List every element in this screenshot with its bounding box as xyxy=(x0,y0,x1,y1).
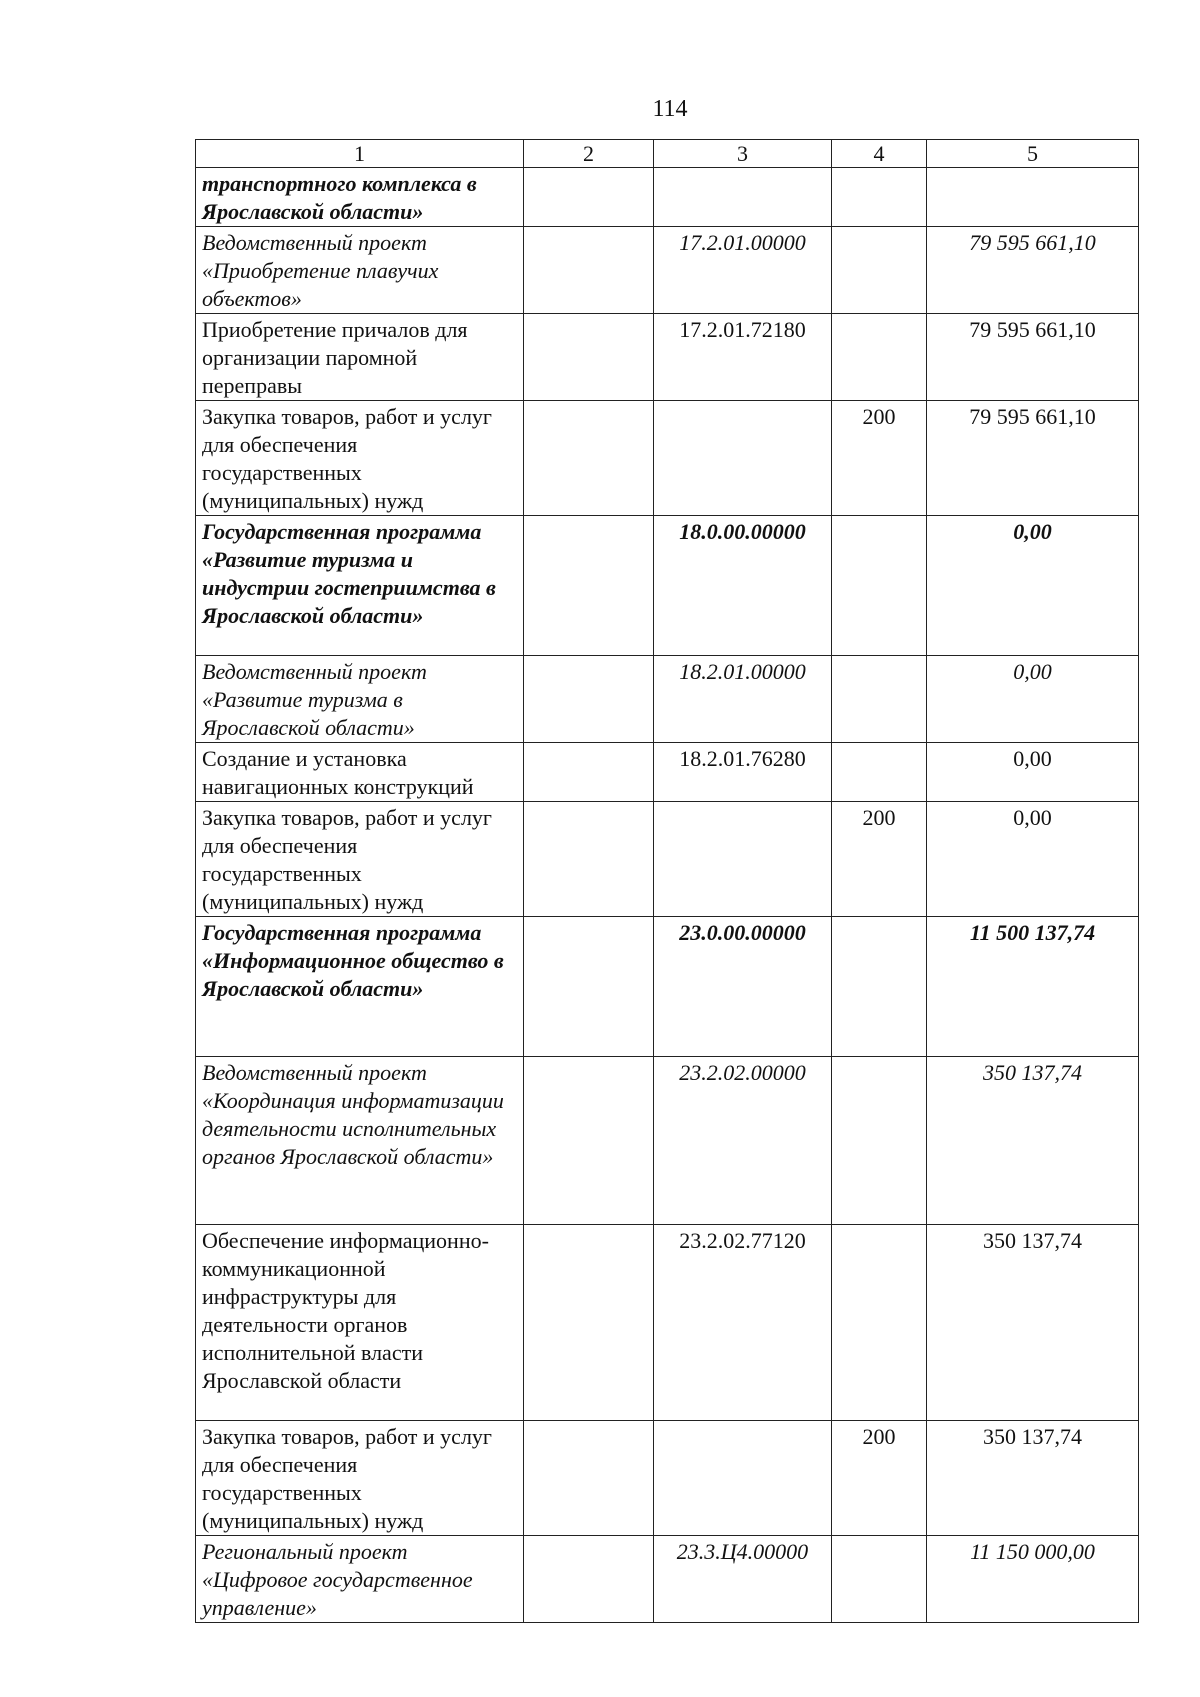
row-type: 200 xyxy=(832,1421,927,1536)
row-amount: 350 137,74 xyxy=(927,1057,1139,1225)
page-number: 114 xyxy=(652,96,688,122)
row-code: 23.3.Ц4.00000 xyxy=(654,1536,832,1623)
row-type: 200 xyxy=(832,401,927,516)
row-code: 18.2.01.00000 xyxy=(654,656,832,743)
row-type xyxy=(832,1225,927,1421)
row-name: Ведомственный проект «Приобретение плавучих объектов» xyxy=(196,227,524,314)
column-header-3: 3 xyxy=(654,140,832,168)
row-name: транспортного комплекса в Ярославской области» xyxy=(196,168,524,227)
row-amount: 0,00 xyxy=(927,516,1139,656)
row-type xyxy=(832,917,927,1057)
row-name: Закупка товаров, работ и услуг для обеспечения государственных (муниципальных) нужд xyxy=(196,401,524,516)
row-amount: 0,00 xyxy=(927,802,1139,917)
row-type xyxy=(832,1536,927,1623)
row-code: 23.0.00.00000 xyxy=(654,917,832,1057)
row-code: 23.2.02.00000 xyxy=(654,1057,832,1225)
row-col2 xyxy=(524,227,654,314)
row-col2 xyxy=(524,656,654,743)
row-type xyxy=(832,656,927,743)
row-name: Государственная программа «Информационное общество в Ярославской области» xyxy=(196,917,524,1057)
row-col2 xyxy=(524,401,654,516)
row-code xyxy=(654,168,832,227)
row-col2 xyxy=(524,1421,654,1536)
row-type xyxy=(832,227,927,314)
row-amount: 350 137,74 xyxy=(927,1421,1139,1536)
row-name: Ведомственный проект «Развитие туризма в Ярославской области» xyxy=(196,656,524,743)
row-code xyxy=(654,802,832,917)
row-amount xyxy=(927,168,1139,227)
row-name: Закупка товаров, работ и услуг для обеспечения государственных (муниципальных) нужд xyxy=(196,1421,524,1536)
table-row xyxy=(196,1225,1139,1421)
table-row xyxy=(196,168,1139,227)
row-amount: 11 150 000,00 xyxy=(927,1536,1139,1623)
row-col2 xyxy=(524,1225,654,1421)
row-code xyxy=(654,1421,832,1536)
row-name: Обеспечение информационно-коммуникационной инфраструктуры для деятельности органов исполнительной власти Ярославской области xyxy=(196,1225,524,1421)
row-type xyxy=(832,516,927,656)
table-row xyxy=(196,917,1139,1057)
row-type: 200 xyxy=(832,802,927,917)
row-code: 23.2.02.77120 xyxy=(654,1225,832,1421)
row-code: 17.2.01.00000 xyxy=(654,227,832,314)
table-header-row xyxy=(196,140,1139,168)
column-header-1: 1 xyxy=(196,140,524,168)
row-name: Ведомственный проект «Координация информатизации деятельности исполнительных органов Ярославской области» xyxy=(196,1057,524,1225)
table-row xyxy=(196,516,1139,656)
table-row xyxy=(196,314,1139,401)
row-code: 18.0.00.00000 xyxy=(654,516,832,656)
row-type xyxy=(832,743,927,802)
table-row xyxy=(196,1536,1139,1623)
table-row xyxy=(196,401,1139,516)
column-header-2: 2 xyxy=(524,140,654,168)
column-header-4: 4 xyxy=(832,140,927,168)
row-type xyxy=(832,168,927,227)
row-col2 xyxy=(524,516,654,656)
row-col2 xyxy=(524,1536,654,1623)
row-amount: 0,00 xyxy=(927,656,1139,743)
table-row xyxy=(196,656,1139,743)
row-amount: 11 500 137,74 xyxy=(927,917,1139,1057)
row-col2 xyxy=(524,917,654,1057)
row-code: 17.2.01.72180 xyxy=(654,314,832,401)
table-row xyxy=(196,1421,1139,1536)
row-type xyxy=(832,1057,927,1225)
row-name: Закупка товаров, работ и услуг для обеспечения государственных (муниципальных) нужд xyxy=(196,802,524,917)
row-amount: 79 595 661,10 xyxy=(927,227,1139,314)
row-col2 xyxy=(524,314,654,401)
row-col2 xyxy=(524,1057,654,1225)
row-col2 xyxy=(524,168,654,227)
row-col2 xyxy=(524,802,654,917)
row-name: Государственная программа «Развитие туризма и индустрии гостеприимства в Ярославской области» xyxy=(196,516,524,656)
table-row xyxy=(196,227,1139,314)
column-header-5: 5 xyxy=(927,140,1139,168)
row-type xyxy=(832,314,927,401)
row-amount: 0,00 xyxy=(927,743,1139,802)
row-amount: 350 137,74 xyxy=(927,1225,1139,1421)
row-amount: 79 595 661,10 xyxy=(927,401,1139,516)
row-name: Региональный проект «Цифровое государственное управление» xyxy=(196,1536,524,1623)
table-row xyxy=(196,1057,1139,1225)
row-col2 xyxy=(524,743,654,802)
table-row xyxy=(196,802,1139,917)
row-amount: 79 595 661,10 xyxy=(927,314,1139,401)
row-code xyxy=(654,401,832,516)
table-row xyxy=(196,743,1139,802)
row-code: 18.2.01.76280 xyxy=(654,743,832,802)
row-name: Приобретение причалов для организации паромной переправы xyxy=(196,314,524,401)
row-name: Создание и установка навигационных конструкций xyxy=(196,743,524,802)
budget-table xyxy=(195,139,1139,1623)
